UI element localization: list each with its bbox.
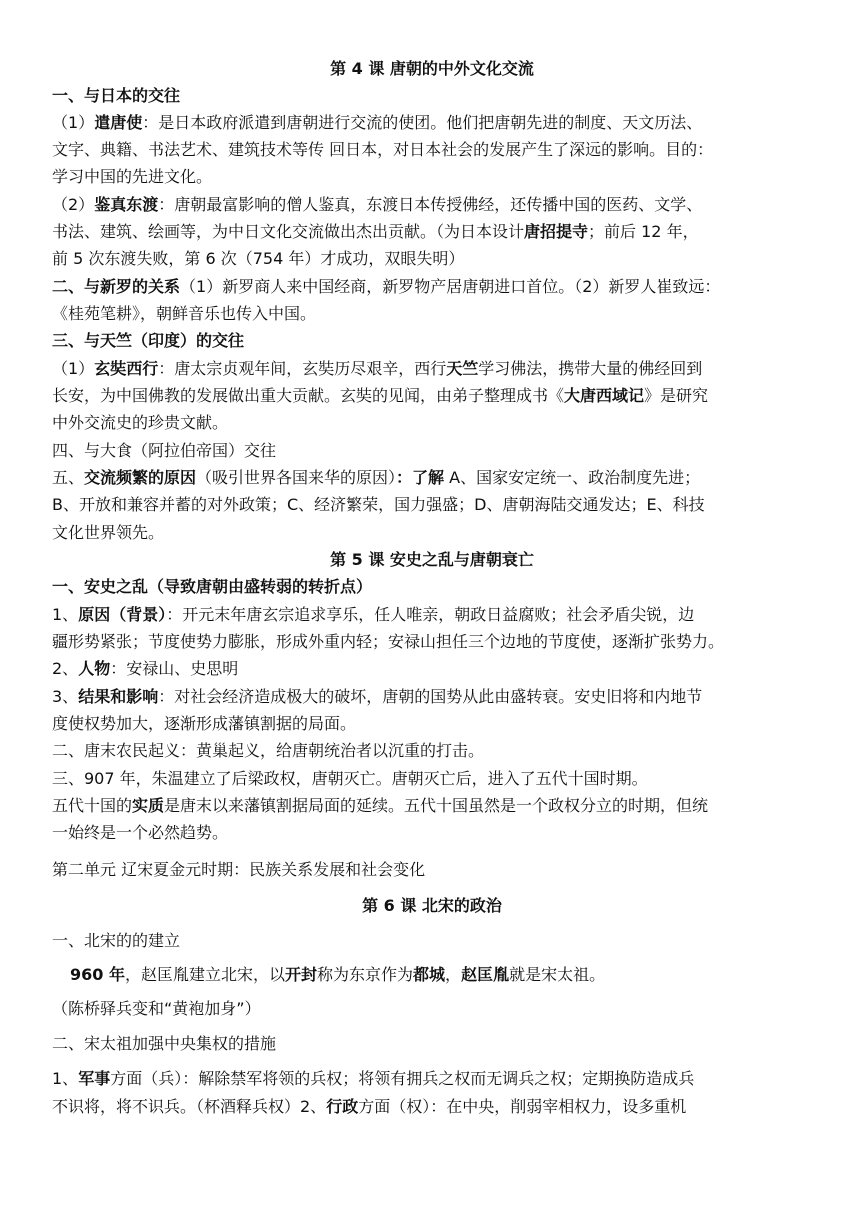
lesson4-japan-p1-line2: 文字、典籍、书法艺术、建筑技术等传 回日本，对日本社会的发展产生了深远的影响。目的：: [52, 140, 714, 159]
lesson6-measures-line1: 1、军事方面（兵）：解除禁军将领的兵权；将领有拥兵之权而无调兵之权；定期换防造成兵: [52, 1069, 695, 1088]
lesson4-heading-india: 三、与天竺（印度）的交往: [52, 331, 245, 350]
lesson6-founding-text: 960 年，赵匡胤建立北宋，以开封称为东京作为都城，赵匡胤就是宋太祖。: [70, 965, 606, 984]
lesson5-heading-anshi: 一、安史之乱（导致唐朝由盛转弱的转折点）: [52, 577, 373, 596]
lesson5-five-dynasties-line1: 五代十国的实质是唐末以来藩镇割据局面的延续。五代十国虽然是一个政权分立的时期，但统: [52, 796, 709, 815]
lesson5-cause-line2: 疆形势紧张；节度使势力膨胀，形成外重内轻；安禄山担任三个边地的节度使，逐渐扩张势力。: [52, 632, 725, 651]
lesson4-japan-p1-line3: 学习中国的先进文化。: [52, 167, 213, 186]
lesson4-india-line1: （1）玄奘西行：唐太宗贞观年间，玄奘历尽艰辛，西行天竺学习佛法，携带大量的佛经回到: [52, 359, 703, 378]
unit2-title: 第二单元 辽宋夏金元时期：民族关系发展和社会变化: [52, 860, 426, 879]
lesson5-cause-line1: 1、原因（背景）：开元末年唐玄宗追求享乐，任人唯亲，朝政日益腐败；社会矛盾尖锐，边: [52, 605, 695, 624]
lesson4-japan-p2-line1: （2）鉴真东渡：唐朝最富影响的僧人鉴真，东渡日本传授佛经，还传播中国的医药、文学、: [52, 195, 703, 214]
lesson4-india-line3: 中外交流史的珍贵文献。: [52, 413, 229, 432]
lesson4-silla-line1: 二、与新罗的关系（1）新罗商人来中国经商，新罗物产居唐朝进口首位。（2）新罗人崔致远：: [52, 277, 721, 296]
lesson5-figures: 2、人物：安禄山、史思明: [52, 659, 239, 678]
lesson4-reasons-line2: B、开放和兼容并蓄的对外政策；C、经济繁荣，国力强盛；D、唐朝海陆交通发达；E、科技: [52, 495, 705, 514]
lesson4-japan-p2-line3: 前 5 次东渡失败，第 6 次（754 年）才成功，双眼失明）: [52, 249, 465, 268]
lesson5-result-line2: 度使权势加大，逐渐形成藩镇割据的局面。: [52, 714, 357, 733]
lesson6-heading-measures: 二、宋太祖加强中央集权的措施: [52, 1034, 277, 1053]
lesson5-title: 第 5 课 安史之乱与唐朝衰亡: [330, 550, 534, 569]
lesson4-japan-p2-line2: 书法、建筑、绘画等，为中日文化交流做出杰出贡献。（为日本设计唐招提寺；前后 12 年，: [52, 222, 699, 241]
lesson4-title: 第 4 课 唐朝的中外文化交流: [330, 59, 534, 78]
lesson4-reasons-line1: 五、交流频繁的原因（吸引世界各国来华的原因）：了解 A、国家安定统一、政治制度先进；: [52, 468, 701, 487]
lesson5-uprising: 二、唐末农民起义：黄巢起义，给唐朝统治者以沉重的打击。: [52, 741, 485, 760]
lesson4-japan-p1-line1: （1）遣唐使：是日本政府派遣到唐朝进行交流的使团。他们把唐朝先进的制度、天文历法、: [52, 113, 703, 132]
lesson4-dashi: 四、与大食（阿拉伯帝国）交往: [52, 441, 277, 460]
lesson4-silla-line2: 《桂苑笔耕》，朝鲜音乐也传入中国。: [52, 304, 317, 323]
lesson4-reasons-line3: 文化世界领先。: [52, 523, 165, 542]
lesson6-founding-note: （陈桥驿兵变和“黄袍加身”）: [52, 999, 261, 1018]
lesson6-measures-line2: 不识将，将不识兵。（杯酒释兵权）2、行政方面（权）：在中央，削弱宰相权力，设多重机: [52, 1097, 687, 1116]
lesson5-fall: 三、907 年，朱温建立了后梁政权，唐朝灭亡。唐朝灭亡后，进入了五代十国时期。: [52, 769, 648, 788]
lesson4-heading-japan: 一、与日本的交往: [52, 86, 181, 105]
lesson5-five-dynasties-line2: 一始终是一个必然趋势。: [52, 823, 229, 842]
lesson6-title: 第 6 课 北宋的政治: [362, 896, 502, 915]
lesson6-heading-founding: 一、北宋的的建立: [52, 931, 181, 950]
lesson5-result-line1: 3、结果和影响：对社会经济造成极大的破坏，唐朝的国势从此由盛转衰。安史旧将和内地节: [52, 687, 703, 706]
lesson4-india-line2: 长安，为中国佛教的发展做出重大贡献。玄奘的见闻，由弟子整理成书《大唐西域记》是研究: [52, 386, 709, 405]
